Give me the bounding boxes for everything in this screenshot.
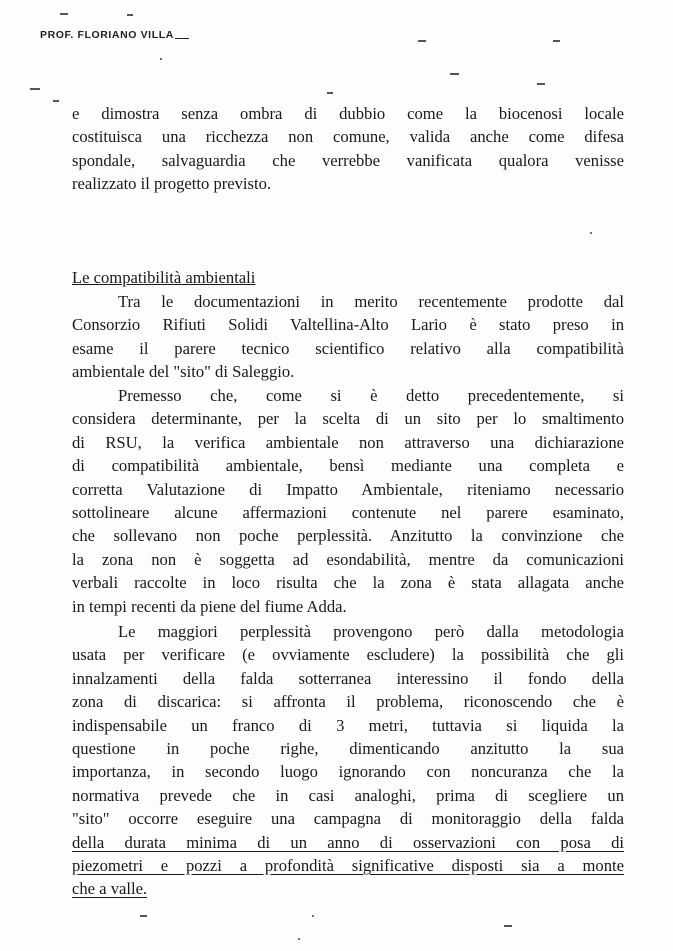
scan-speck: [53, 100, 59, 102]
scan-dot: [312, 915, 314, 917]
scan-dot: [160, 58, 162, 60]
text-line: usata per verificare (e ovviamente escludere) la possibilità che gli: [72, 645, 624, 665]
scan-speck: [553, 40, 560, 42]
text-line: Consorzio Rifiuti Solidi Valtellina-Alto Lario è stato preso in: [72, 315, 624, 335]
text-line: corretta Valutazione di Impatto Ambientale, riteniamo necessario: [72, 479, 624, 499]
scan-speck: [30, 88, 40, 90]
scan-speck: [418, 40, 426, 42]
text-line: indispensabile un franco di 3 metri, tuttavia si liquida la: [72, 715, 624, 735]
scan-speck: [327, 92, 333, 94]
scan-speck: [127, 14, 133, 16]
underlined-text-line: piezometri e pozzi a profondità significative disposti sia a monte: [72, 855, 624, 875]
text-line: verbali raccolte in loco risulta che la zona è stata allagata anche: [72, 573, 624, 593]
scan-speck: [140, 915, 147, 917]
text-line: esame il parere tecnico scientifico relativo alla compatibilità: [72, 338, 624, 358]
scan-speck: [537, 83, 545, 85]
text-line: zona di discarica: si affronta il problema, riconoscendo che è: [72, 692, 624, 712]
text-line: la zona non è soggetta ad esondabilità, mentre da comunicazioni: [72, 549, 624, 569]
text-line: importanza, in secondo luogo ignorando con noncuranza che la: [72, 762, 624, 782]
scan-speck: [60, 13, 68, 15]
text-line: Tra le documentazioni in merito recentemente prodotte dal: [118, 292, 624, 311]
header-underline: [175, 38, 189, 39]
text-line: Le maggiori perplessità provengono però dalla metodologia: [118, 622, 624, 641]
text-line: considera determinante, per la scelta di un sito per lo smaltimento: [72, 409, 624, 429]
scan-speck: [504, 925, 512, 927]
paragraph-3: [72, 620, 624, 901]
paragraph-1: [72, 290, 624, 384]
section-heading: Le compatibilità ambientali: [72, 268, 256, 287]
text-line: normativa prevede che in casi analoghi, prima di scegliere un: [72, 785, 624, 805]
text-line: costituisca una ricchezza non comune, valida anche come difesa: [72, 127, 624, 147]
text-line: che sollevano non poche perplessità. Anzitutto la convinzione che: [72, 526, 624, 546]
paragraph-2: [72, 384, 624, 618]
text-line: Premesso che, come si è detto precedentemente, si: [118, 386, 624, 405]
scan-speck: [450, 73, 459, 75]
author-name: PROF. FLORIANO VILLA: [40, 29, 174, 41]
scan-dot: [298, 938, 300, 940]
page-header: [40, 29, 189, 41]
text-line: sottolineare alcune affermazioni contenute nel parere esaminato,: [72, 502, 624, 522]
text-line: innalzamenti della falda sotterranea interessino il fondo della: [72, 668, 624, 688]
text-line: spondale, salvaguardia che verrebbe vanificata qualora venisse: [72, 150, 624, 170]
text-line: "sito" occorre eseguire una campagna di monitoraggio della falda: [72, 809, 624, 829]
scan-dot: [590, 232, 592, 234]
text-line: in tempi recenti da piene del fiume Adda.: [72, 596, 347, 616]
intro-paragraph: [72, 102, 624, 196]
text-line: di compatibilità ambientale, bensì mediante una completa e: [72, 456, 624, 476]
underlined-text-line: della durata minima di un anno di osservazioni con posa di: [72, 832, 624, 852]
text-line: realizzato il progetto previsto.: [72, 174, 272, 194]
text-line: ambientale del "sito" di Saleggio.: [72, 362, 295, 382]
text-line: questione in poche righe, dimenticando anzitutto la sua: [72, 738, 624, 758]
text-line: di RSU, la verifica ambientale non attraverso una dichiarazione: [72, 432, 624, 452]
text-line: e dimostra senza ombra di dubbio come la biocenosi locale: [72, 104, 624, 123]
underlined-text-line: che a valle.: [72, 879, 148, 899]
